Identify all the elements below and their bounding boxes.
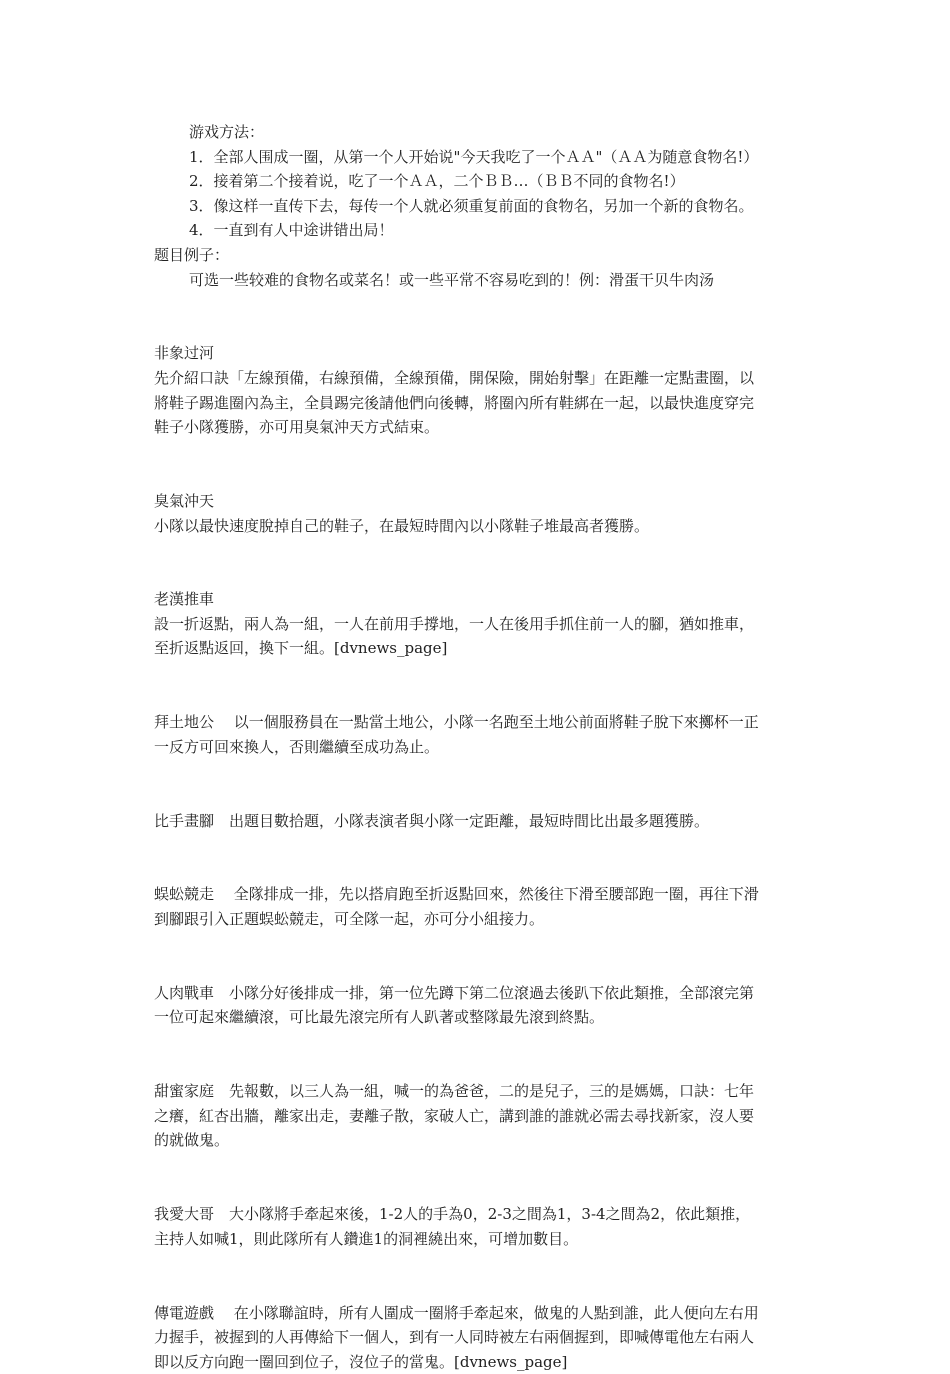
method-step: 1．全部人围成一圈，从第一个人开始说"今天我吃了一个ＡＡ"（ＡＡ为随意食物名!） <box>189 147 759 166</box>
game-text-line: 到腳跟引入正題蜈蚣競走，可全隊一起，亦可分小組接力。 <box>154 910 545 928</box>
document-body <box>154 120 834 1374</box>
game-title: 非象过河 <box>154 344 215 363</box>
game-text-line: 甜蜜家庭 先報數，以三人為一組，喊一的為爸爸，二的是兒子，三的是媽媽，口訣：七年 <box>154 1082 755 1101</box>
game-text-line: 我愛大哥 大小隊將手牽起來後，1-2人的手為0，2-3之間為1，3-4之間為2，依此類推， <box>154 1205 751 1224</box>
method-step: 3．像这样一直传下去，每传一个人就必须重复前面的食物名，另加一个新的食物名。 <box>189 196 754 215</box>
game-text-line: 主持人如喊1，則此隊所有人鑽進1的洞裡繞出來，可增加數目。 <box>154 1229 579 1248</box>
game-title: 臭氣沖天 <box>154 491 215 510</box>
example-text: 可选一些较难的食物名或菜名！或一些平常不容易吃到的！例：滑蛋干贝牛肉汤 <box>189 270 715 289</box>
method-step: 4．一直到有人中途讲错出局！ <box>189 221 394 240</box>
game-text-line: 一位可起來繼續滾，可比最先滾完所有人趴著或整隊最先滾到終點。 <box>154 1008 605 1027</box>
game-text-line: 將鞋子踢進圈內為主，全員踢完後請他們向後轉，將圈內所有鞋綁在一起，以最快進度穿完 <box>154 393 755 412</box>
game-text-line: 人肉戰車 小隊分好後排成一排，第一位先蹲下第二位滾過去後趴下依此類推，全部滾完第 <box>154 983 755 1002</box>
game-text-line: 的就做鬼。 <box>154 1131 230 1150</box>
method-step: 2．接着第二个接着说，吃了一个ＡＡ，二个ＢＢ…（ＢＢ不同的食物名!） <box>189 172 685 191</box>
game-text-line: 之癢，紅杏出牆，離家出走，妻離子散，家破人亡，講到誰的誰就必需去尋找新家，沒人要 <box>154 1106 755 1125</box>
game-text-line: 傳電遊戲 在小隊聯誼時，所有人圍成一圈將手牽起來，做鬼的人點到誰，此人便向左右用 <box>154 1303 759 1322</box>
game-text-line: 設一折返點，兩人為一組，一人在前用手撐地，一人在後用手抓住前一人的腳，猶如推車， <box>154 614 755 633</box>
game-text-line: 小隊以最快速度脫掉自己的鞋子，在最短時間內以小隊鞋子堆最高者獲勝。 <box>154 516 650 535</box>
game-text-line: 即以反方向跑一圈回到位子，沒位子的當鬼。[dvnews_page] <box>154 1352 568 1371</box>
game-title: 老漢推車 <box>154 590 215 609</box>
game-text-line: 比手畫腳 出題目數拾題，小隊表演者與小隊一定距離，最短時間比出最多題獲勝。 <box>154 811 710 830</box>
game-text-line: 先介紹口訣「左線預備，右線預備，全線預備，開保險，開始射擊」在距離一定點畫圈，以 <box>154 368 755 387</box>
method-heading: 游戏方法： <box>189 123 265 141</box>
game-text-line: 至折返點返回，換下一組。[dvnews_page] <box>154 639 448 658</box>
game-text-line: 鞋子小隊獲勝，亦可用臭氣沖天方式結束。 <box>154 418 440 437</box>
game-text-line: 力握手，被握到的人再傳給下一個人，到有一人同時被左右兩個握到，即喊傳電他左右兩人 <box>154 1328 755 1347</box>
game-text-line: 蜈蚣競走 全隊排成一排，先以搭肩跑至折返點回來，然後往下滑至腰部跑一圈，再往下滑 <box>154 885 759 904</box>
example-heading: 题目例子： <box>154 245 230 264</box>
game-text-line: 拜土地公 以一個服務員在一點當土地公，小隊一名跑至土地公前面將鞋子脫下來擲杯一正 <box>154 713 759 732</box>
game-text-line: 一反方可回來換人，否則繼續至成功為止。 <box>154 737 440 756</box>
